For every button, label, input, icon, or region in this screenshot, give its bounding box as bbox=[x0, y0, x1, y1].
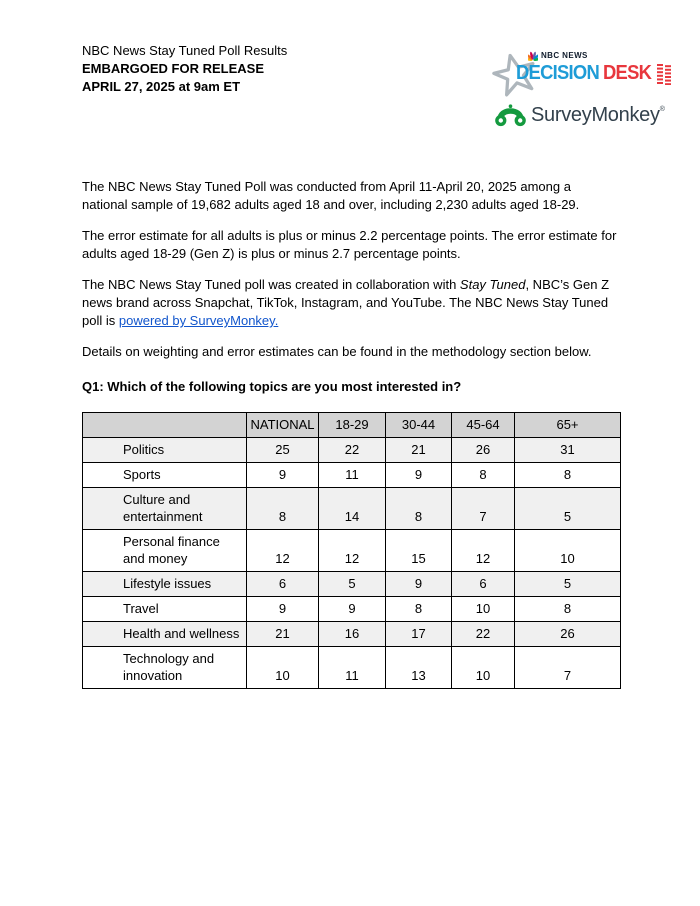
value-cell: 6 bbox=[452, 572, 515, 597]
value-cell: 8 bbox=[452, 463, 515, 488]
desk-wordmark: DESK bbox=[603, 62, 652, 84]
value-cell: 9 bbox=[247, 597, 319, 622]
table-row bbox=[83, 463, 621, 488]
nbc-peacock-icon bbox=[528, 51, 538, 61]
value-cell: 8 bbox=[515, 597, 621, 622]
col-header-65plus: 65+ bbox=[515, 413, 621, 438]
topic-cell: Sports bbox=[83, 463, 247, 488]
table-row bbox=[83, 597, 621, 622]
value-cell: 10 bbox=[452, 647, 515, 689]
embargo-line: EMBARGOED FOR RELEASE bbox=[82, 61, 265, 76]
topic-cell: Technology and innovation bbox=[83, 647, 247, 689]
value-cell: 8 bbox=[247, 488, 319, 530]
paragraph-methodology-sample: The NBC News Stay Tuned Poll was conducted from April 11-April 20, 2025 among a national sample of 19,682 adults aged 18 and over, including 2,230 adults aged 18-29. bbox=[82, 179, 580, 212]
document-body bbox=[82, 178, 620, 689]
value-cell: 5 bbox=[515, 572, 621, 597]
powered-by-surveymonkey-link[interactable]: powered by SurveyMonkey. bbox=[118, 313, 279, 328]
decision-wordmark: DECISION bbox=[516, 62, 600, 84]
value-cell: 9 bbox=[386, 572, 452, 597]
registered-mark: ® bbox=[659, 106, 665, 113]
paragraph-collaboration: The NBC News Stay Tuned poll was created in collaboration with Stay Tuned, NBC’s Gen Z news brand across Snapchat, TikTok, Instagram, and YouTube. The NBC News Stay Tuned poll is powered by SurveyMonkey. bbox=[82, 277, 610, 328]
value-cell: 13 bbox=[386, 647, 452, 689]
value-cell: 11 bbox=[319, 463, 386, 488]
value-cell: 8 bbox=[386, 597, 452, 622]
value-cell: 6 bbox=[247, 572, 319, 597]
topic-cell: Health and wellness bbox=[83, 622, 247, 647]
topic-cell: Lifestyle issues bbox=[83, 572, 247, 597]
stay-tuned-italic: Stay Tuned bbox=[459, 277, 526, 292]
topic-cell: Politics bbox=[83, 438, 247, 463]
value-cell: 8 bbox=[515, 463, 621, 488]
col-header-45-64: 45-64 bbox=[452, 413, 515, 438]
table-row bbox=[83, 438, 621, 463]
hq-stripes-icon bbox=[657, 64, 672, 85]
value-cell: 10 bbox=[247, 647, 319, 689]
table-header-row bbox=[83, 413, 621, 438]
value-cell: 26 bbox=[515, 622, 621, 647]
nbc-news-row bbox=[528, 50, 672, 61]
page-top bbox=[82, 40, 685, 128]
value-cell: 9 bbox=[247, 463, 319, 488]
poll-results-table bbox=[82, 412, 621, 689]
value-cell: 15 bbox=[386, 530, 452, 572]
ddhq-wordmark bbox=[516, 50, 672, 85]
decision-desk-hq-logo bbox=[495, 50, 672, 98]
value-cell: 22 bbox=[319, 438, 386, 463]
table-row bbox=[83, 622, 621, 647]
value-cell: 16 bbox=[319, 622, 386, 647]
nbc-news-label: NBC NEWS bbox=[541, 51, 588, 60]
topic-cell: Travel bbox=[83, 597, 247, 622]
decision-desk-row bbox=[516, 62, 672, 85]
topic-cell: Culture and entertainment bbox=[83, 488, 247, 530]
value-cell: 5 bbox=[515, 488, 621, 530]
value-cell: 10 bbox=[515, 530, 621, 572]
value-cell: 8 bbox=[386, 488, 452, 530]
table-row bbox=[83, 530, 621, 572]
col-header-national: NATIONAL bbox=[247, 413, 319, 438]
value-cell: 21 bbox=[386, 438, 452, 463]
table-row bbox=[83, 572, 621, 597]
value-cell: 10 bbox=[452, 597, 515, 622]
paragraph-error-estimate: The error estimate for all adults is plus or minus 2.2 percentage points. The error estimate for adults aged 18-29 (Gen Z) is plus or minus 2.7 percentage points. bbox=[82, 228, 617, 261]
value-cell: 11 bbox=[319, 647, 386, 689]
value-cell: 14 bbox=[319, 488, 386, 530]
surveymonkey-logo bbox=[495, 103, 665, 128]
value-cell: 9 bbox=[386, 463, 452, 488]
value-cell: 9 bbox=[319, 597, 386, 622]
document-title: NBC News Stay Tuned Poll Results bbox=[82, 43, 288, 58]
value-cell: 31 bbox=[515, 438, 621, 463]
value-cell: 17 bbox=[386, 622, 452, 647]
topic-cell: Personal finance and money bbox=[83, 530, 247, 572]
col-header-18-29: 18-29 bbox=[319, 413, 386, 438]
value-cell: 12 bbox=[247, 530, 319, 572]
value-cell: 12 bbox=[452, 530, 515, 572]
value-cell: 12 bbox=[319, 530, 386, 572]
value-cell: 25 bbox=[247, 438, 319, 463]
table-row bbox=[83, 488, 621, 530]
value-cell: 21 bbox=[247, 622, 319, 647]
corner-cell bbox=[83, 413, 247, 438]
table-row bbox=[83, 647, 621, 689]
value-cell: 7 bbox=[515, 647, 621, 689]
monkey-icon bbox=[495, 103, 526, 128]
value-cell: 7 bbox=[452, 488, 515, 530]
question-q1-heading: Q1: Which of the following topics are you most interested in? bbox=[82, 379, 462, 394]
paragraph-details: Details on weighting and error estimates can be found in the methodology section below. bbox=[82, 344, 592, 359]
col-header-30-44: 30-44 bbox=[386, 413, 452, 438]
release-date-line: APRIL 27, 2025 at 9am ET bbox=[82, 79, 241, 94]
value-cell: 26 bbox=[452, 438, 515, 463]
surveymonkey-wordmark: SurveyMonkey® bbox=[531, 104, 665, 126]
value-cell: 5 bbox=[319, 572, 386, 597]
value-cell: 22 bbox=[452, 622, 515, 647]
document-header bbox=[82, 40, 287, 96]
logo-block bbox=[495, 50, 685, 128]
